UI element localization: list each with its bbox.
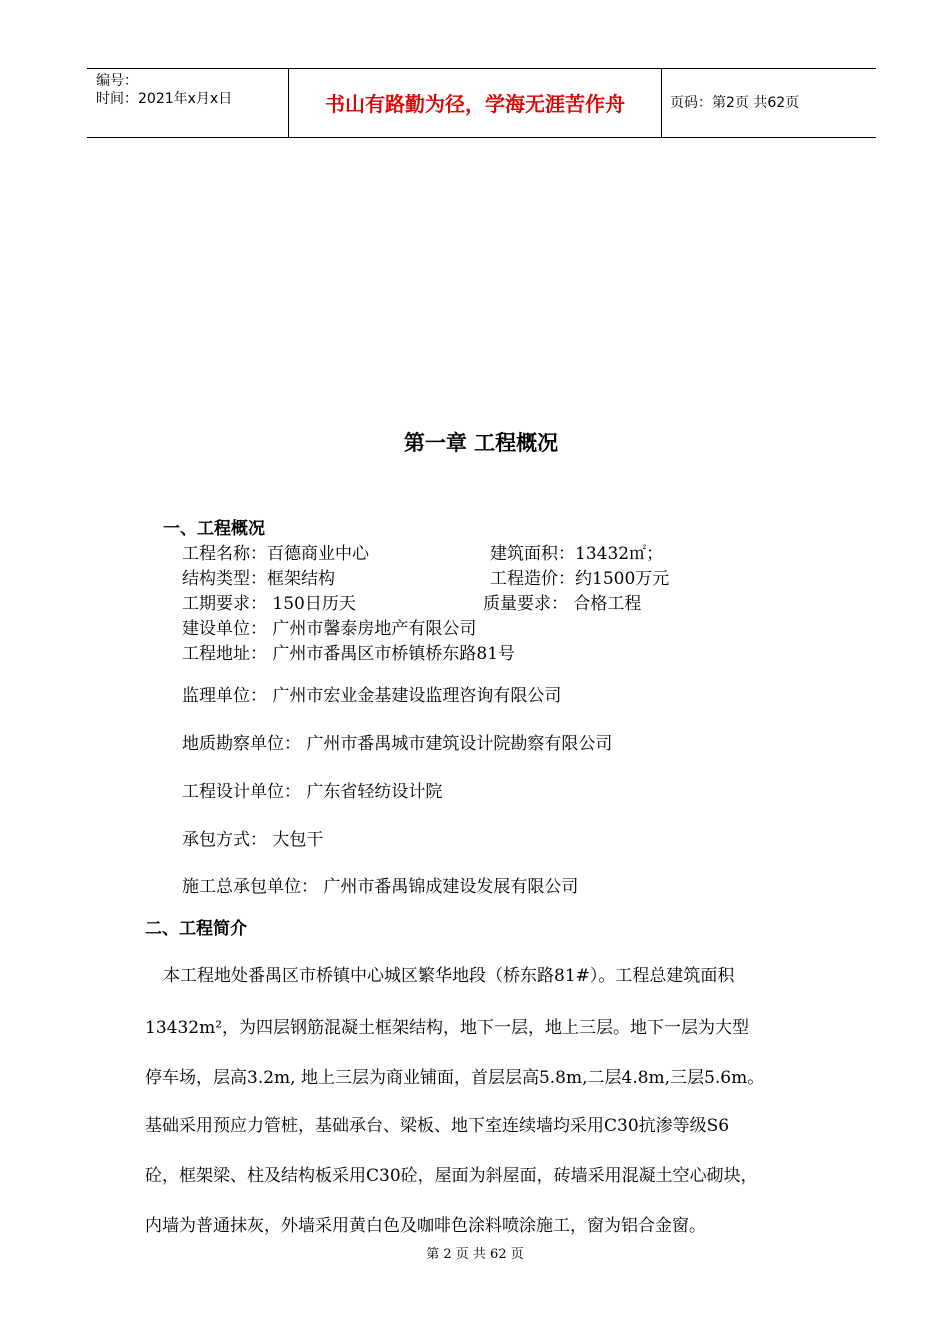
info-project-cost: 工程造价：约1500万元: [490, 569, 670, 589]
info-duration: 工期要求： 150日历天: [182, 594, 356, 614]
document-time: 时间：2021年x月x日: [96, 91, 233, 107]
info-quality: 质量要求： 合格工程: [483, 594, 642, 614]
info-geology: 地质勘察单位： 广州市番禺城市建筑设计院勘察有限公司: [182, 734, 613, 754]
info-structure-type: 结构类型：框架结构: [182, 569, 335, 589]
document-number: 编号：: [96, 73, 138, 89]
info-supervisor: 监理单位： 广州市宏业金基建设监理咨询有限公司: [182, 686, 562, 706]
header-meta: [87, 69, 288, 137]
paragraph-line: 内墙为普通抹灰，外墙采用黄白色及咖啡色涂料喷涂施工，窗为铝合金窗。: [145, 1216, 706, 1236]
paragraph-line: 砼，框架梁、柱及结构板采用C30砼，屋面为斜屋面，砖墙采用混凝土空心砌块，: [145, 1166, 758, 1186]
header-pager-cell: [661, 69, 876, 137]
info-building-area: 建筑面积：13432㎡；: [490, 544, 664, 564]
header-motto: 书山有路勤为径，学海无涯苦作舟: [325, 92, 625, 116]
chapter-title: 第一章 工程概况: [403, 431, 559, 455]
info-designer: 工程设计单位： 广东省轻纺设计院: [182, 782, 443, 802]
info-owner: 建设单位： 广州市馨泰房地产有限公司: [182, 619, 477, 639]
header-page-number: 页码：第2页 共62页: [670, 95, 800, 111]
header-motto-cell: [288, 69, 662, 137]
info-contract-type: 承包方式： 大包干: [182, 830, 324, 850]
paragraph-line: 基础采用预应力管桩，基础承台、梁板、地下室连续墙均采用C30抗渗等级S6: [145, 1116, 730, 1136]
info-general-contractor: 施工总承包单位： 广州市番禺锦成建设发展有限公司: [182, 877, 579, 897]
info-address: 工程地址： 广州市番禺区市桥镇桥东路81号: [182, 644, 516, 664]
info-project-name: 工程名称：百德商业中心: [182, 544, 369, 564]
paragraph-line: 本工程地处番禺区市桥镇中心城区繁华地段（桥东路81#）。工程总建筑面积: [163, 966, 735, 986]
paragraph-line: 停车场，层高3.2m, 地上三层为商业铺面，首层层高5.8m,二层4.8m,三层5.6m。: [145, 1068, 765, 1088]
section-heading-overview: 一、工程概况: [163, 519, 265, 539]
section-heading-summary: 二、工程简介: [145, 919, 247, 939]
page-footer: 第 2 页 共 62 页: [426, 1247, 524, 1262]
paragraph-line: 13432m²，为四层钢筋混凝土框架结构，地下一层，地上三层。地下一层为大型: [145, 1018, 750, 1038]
page-header: [87, 68, 876, 138]
